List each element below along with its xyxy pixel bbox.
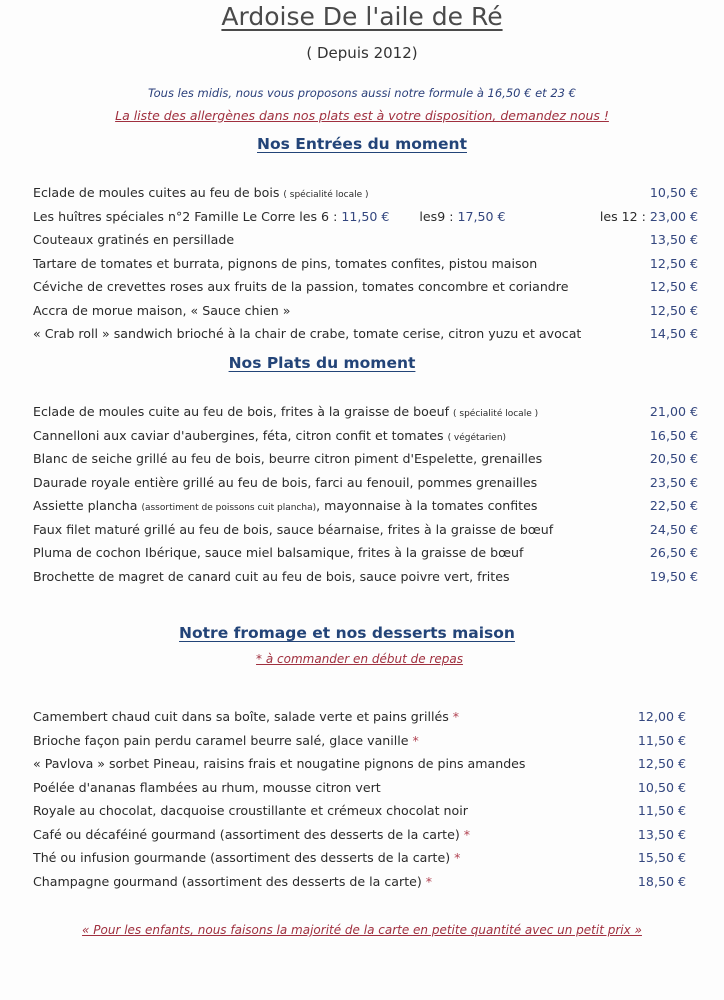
item-name: Brochette de magret de canard cuit au feu de bois, sauce poivre vert, frites: [33, 568, 510, 584]
item-price: 15,50 €: [637, 850, 686, 865]
item-note: ( spécialité locale ): [283, 190, 369, 200]
formula-note: Tous les midis, nous vous proposons aussi notre formule à 16,50 € et 23 €: [148, 86, 576, 100]
item-name: Assiette plancha: [33, 498, 138, 513]
item-name: Café ou décaféiné gourmand (assortiment des desserts de la carte): [33, 826, 460, 842]
star-mark: *: [408, 732, 419, 748]
menu-item: [33, 823, 724, 847]
item-note: ( spécialité locale ): [453, 409, 539, 419]
menu-item: [33, 275, 724, 299]
item-name-cont: , mayonnaise à la tomates confites: [316, 498, 538, 513]
item-price: 12,50 €: [637, 756, 686, 771]
item-price: 13,50 €: [649, 232, 698, 247]
item-name: Eclade de moules cuites au feu de bois: [33, 185, 280, 200]
item-price: 13,50 €: [637, 826, 686, 842]
menu-item: [33, 565, 724, 589]
menu-item: [33, 322, 724, 346]
item-note: ( végétarien): [447, 432, 507, 443]
menu-item: [33, 494, 724, 518]
desserts-list: [33, 705, 724, 893]
menu-item: [33, 729, 724, 753]
item-price: 12,00 €: [637, 709, 686, 724]
menu-item: [33, 447, 724, 471]
item-name: Céviche de crevettes roses aux fruits de la passion, tomates concombre et coriandre: [33, 279, 569, 294]
menu-item: [33, 205, 724, 229]
item-name: « Pavlova » sorbet Pineau, raisins frais et nougatine pignons de pins amandes: [33, 756, 526, 771]
kids-note: « Pour les enfants, nous faisons la majorité de la carte en petite quantité avec un petit prix »: [82, 923, 642, 937]
item-price: 16,50 €: [649, 427, 698, 443]
menu-title: Ardoise De l'aile de Ré: [221, 2, 503, 31]
item-price: 26,50 €: [649, 545, 698, 560]
menu-item: [33, 541, 724, 565]
item-price: 24,50 €: [649, 521, 698, 537]
entrees-heading: Nos Entrées du moment: [257, 135, 467, 153]
item-name: Camembert chaud cuit dans sa boîte, salade verte et pains grillés: [33, 709, 449, 724]
star-mark: *: [459, 826, 471, 842]
item-price: 20,50 €: [649, 451, 698, 466]
allergens-note: La liste des allergènes dans nos plats est à votre disposition, demandez nous !: [115, 108, 609, 123]
item-label-12: les 12 :: [599, 208, 650, 224]
star-mark: *: [448, 709, 460, 724]
item-name: Pluma de cochon Ibérique, sauce miel balsamique, frites à la graisse de bœuf: [33, 545, 524, 560]
menu-item: [33, 870, 724, 894]
item-name: Royale au chocolat, dacquoise croustillante et crémeux chocolat noir: [33, 803, 468, 818]
item-name: Champagne gourmand (assortiment des desserts de la carte): [33, 873, 422, 889]
menu-item: [33, 846, 724, 870]
item-price: 23,00 €: [649, 208, 698, 224]
item-price-9: 17,50 €: [457, 208, 506, 224]
since-year: ( Depuis 2012): [306, 44, 418, 62]
star-mark: *: [450, 850, 461, 865]
item-price: 19,50 €: [649, 568, 698, 584]
menu-item: [33, 518, 724, 542]
item-name: Daurade royale entière grillé au feu de bois, farci au fenouil, pommes grenailles: [33, 474, 538, 490]
item-name: Faux filet maturé grillé au feu de bois, sauce béarnaise, frites à la graisse de bœuf: [33, 521, 554, 537]
item-price: 23,50 €: [649, 474, 698, 490]
star-mark: *: [421, 873, 433, 889]
menu-item: [33, 181, 724, 205]
item-price: 11,50 €: [637, 732, 686, 748]
item-price: 10,50 €: [649, 185, 698, 200]
item-price: 10,50 €: [637, 779, 686, 795]
desserts-heading: Notre fromage et nos desserts maison: [179, 624, 515, 642]
item-label-9: les9 :: [419, 208, 458, 224]
item-price: 18,50 €: [637, 873, 686, 889]
item-name: Thé ou infusion gourmande (assortiment des desserts de la carte): [33, 850, 451, 865]
item-name: Tartare de tomates et burrata, pignons de pins, tomates confites, pistou maison: [33, 255, 538, 271]
menu-item: [33, 799, 724, 823]
menu-item: [33, 705, 724, 729]
item-name: Cannelloni aux caviar d'aubergines, féta, citron confit et tomates: [33, 427, 444, 443]
item-price: 11,50 €: [637, 803, 686, 818]
menu-item: [33, 752, 724, 776]
item-note: (assortiment de poissons cuit plancha): [141, 503, 317, 513]
menu-item: [33, 228, 724, 252]
item-name: « Crab roll » sandwich brioché à la chair de crabe, tomate cerise, citron yuzu et avocat: [33, 326, 582, 341]
item-price: 14,50 €: [649, 326, 698, 341]
item-price: 12,50 €: [649, 302, 698, 318]
item-name: Accra de morue maison, « Sauce chien »: [33, 302, 291, 318]
item-price-6: 11,50 €: [341, 208, 390, 224]
plats-heading: Nos Plats du moment: [228, 354, 416, 372]
item-name: Les huîtres spéciales n°2 Famille Le Corre les 6 :: [33, 208, 342, 224]
item-price: 22,50 €: [649, 498, 698, 513]
menu-item: [33, 471, 724, 495]
item-name: Brioche façon pain perdu caramel beurre salé, glace vanille: [33, 732, 409, 748]
item-name: Poélée d'ananas flambées au rhum, mousse citron vert: [33, 779, 381, 795]
item-name: Eclade de moules cuite au feu de bois, frites à la graisse de boeuf: [33, 404, 449, 419]
desserts-note: * à commander en début de repas: [256, 652, 463, 666]
item-price: 12,50 €: [649, 279, 698, 294]
entrees-list: [33, 181, 724, 346]
menu-item: [33, 400, 724, 424]
plats-list: [33, 400, 724, 588]
item-price: 21,00 €: [649, 404, 698, 419]
item-name: Couteaux gratinés en persillade: [33, 232, 235, 247]
menu-item: [33, 252, 724, 276]
menu-item: [33, 424, 724, 448]
item-name: Blanc de seiche grillé au feu de bois, beurre citron piment d'Espelette, grenailles: [33, 451, 543, 466]
item-price: 12,50 €: [649, 255, 698, 271]
menu-item: [33, 299, 724, 323]
menu-item: [33, 776, 724, 800]
